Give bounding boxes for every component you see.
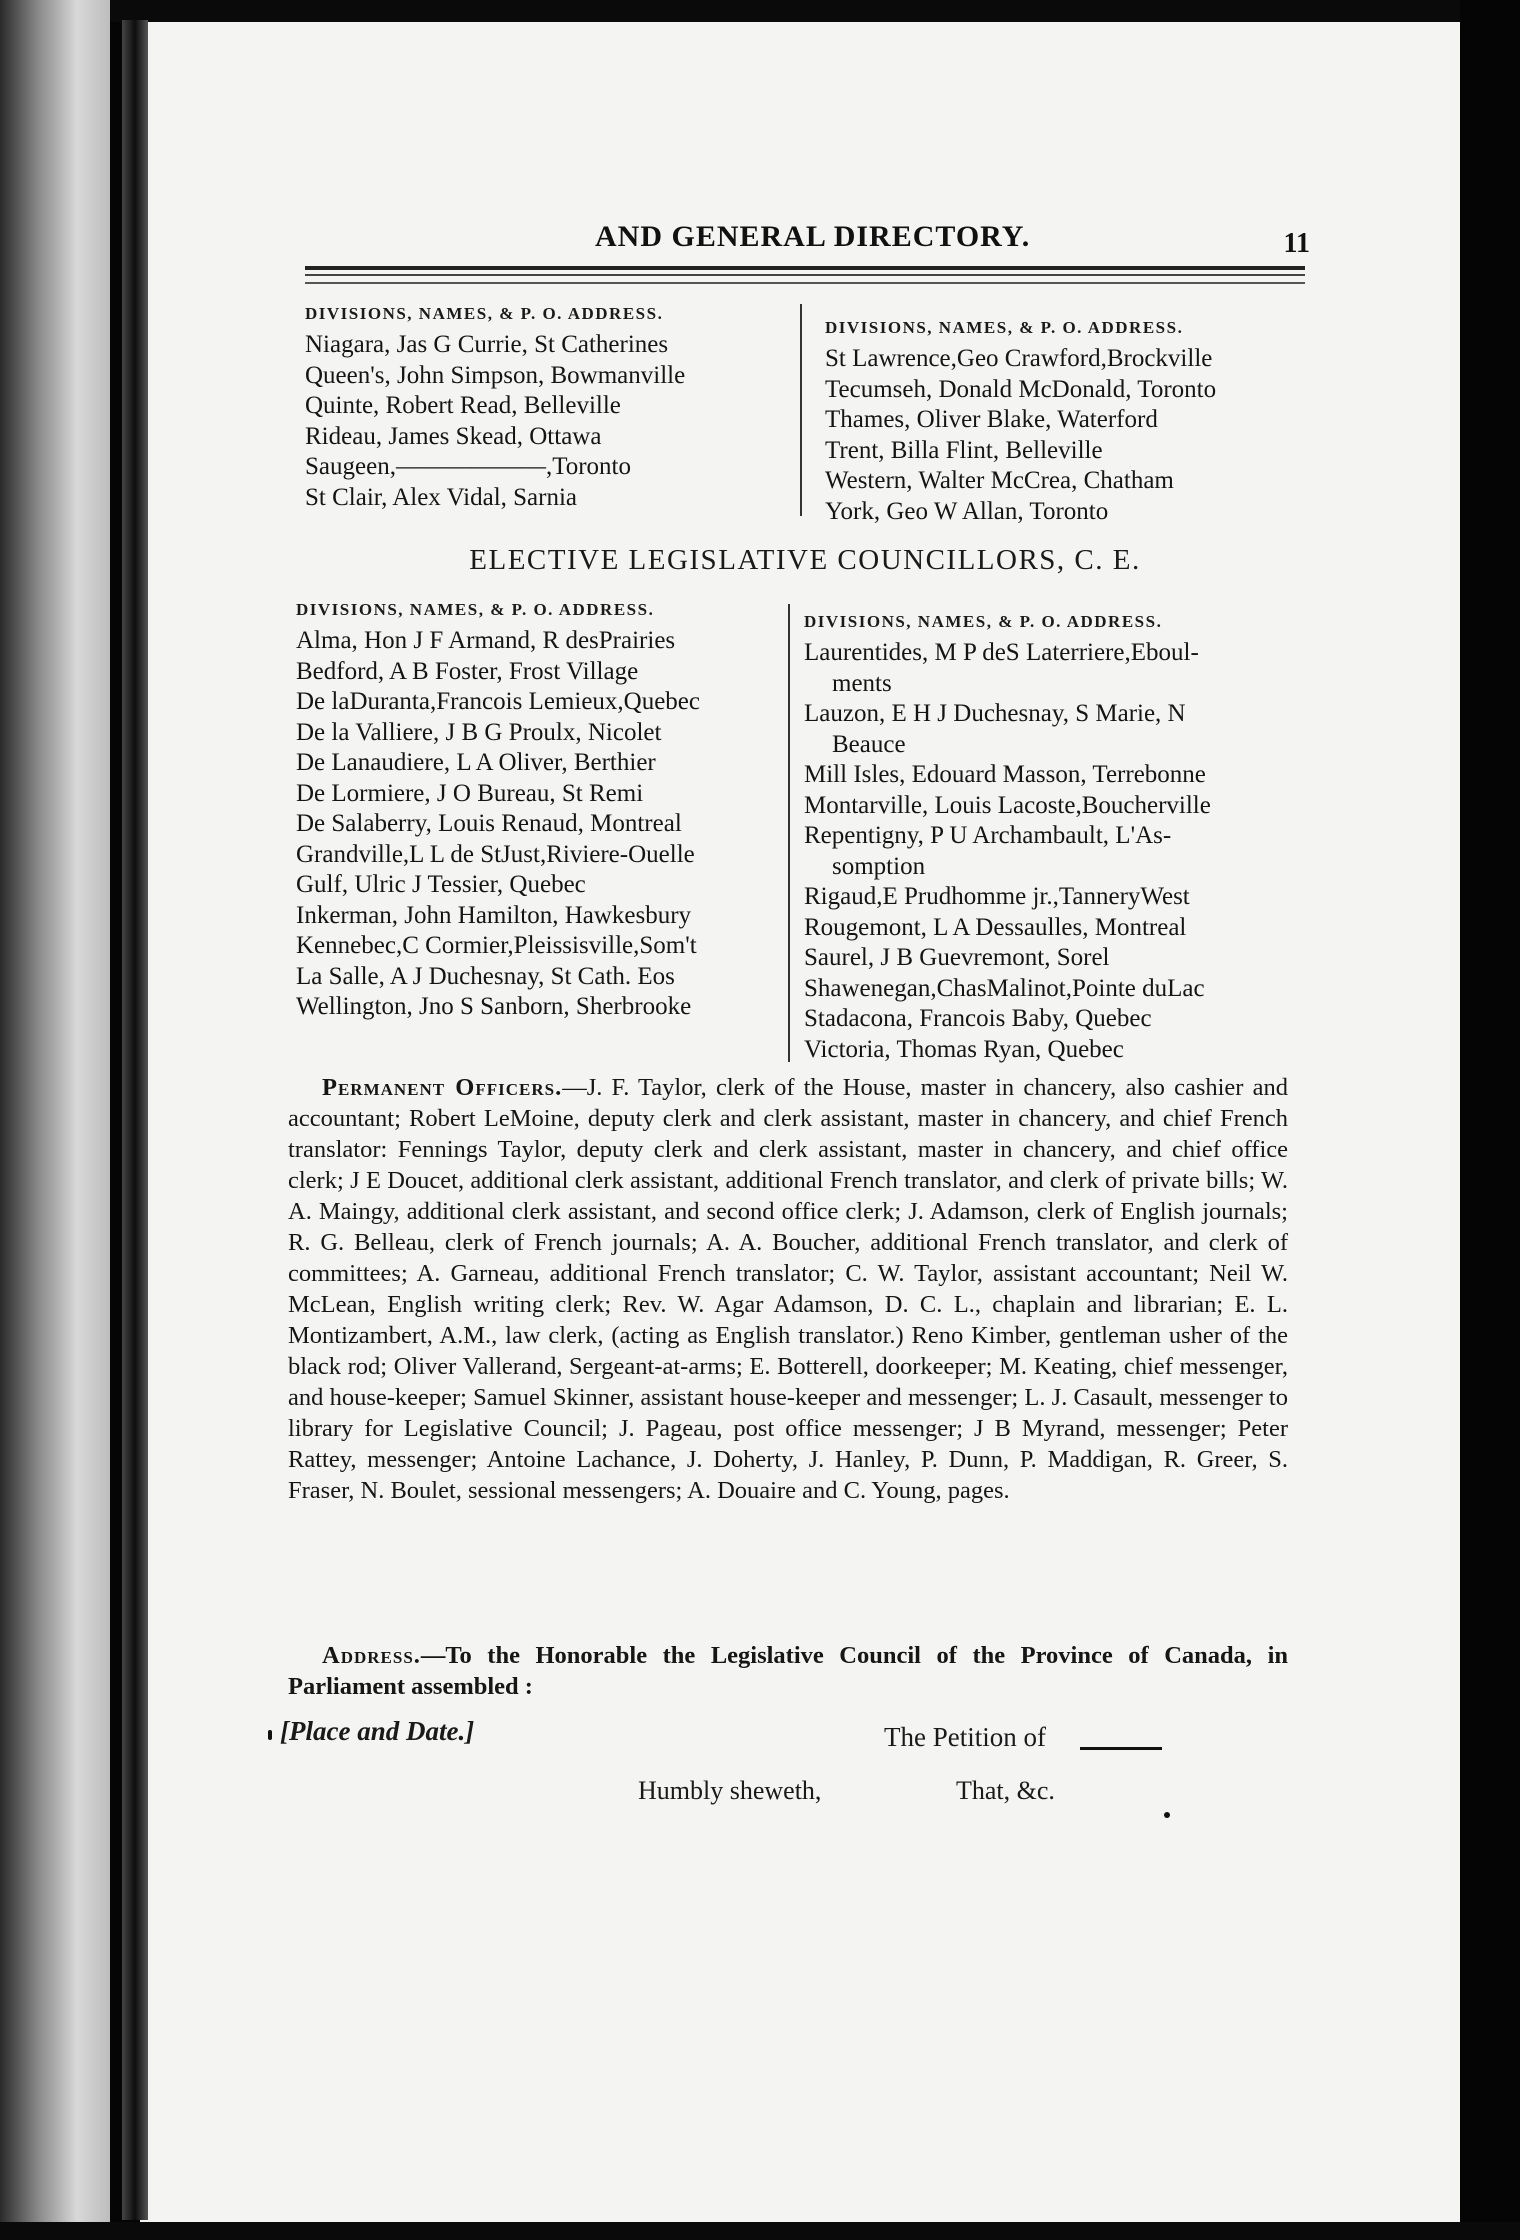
blank-line	[1080, 1747, 1162, 1750]
directory-entry: Victoria, Thomas Ryan, Quebec	[804, 1035, 1124, 1063]
directory-entry: De Lormiere, J O Bureau, St Remi	[296, 779, 644, 807]
paragraph-lead: Permanent Officers.	[322, 1074, 563, 1101]
directory-entry: Bedford, A B Foster, Frost Village	[296, 657, 639, 685]
directory-entry: Saugeen,——————,Toronto	[305, 453, 631, 480]
header-rule	[305, 274, 1305, 276]
petition-of: The Petition of	[884, 1722, 1046, 1752]
running-header	[300, 200, 1310, 260]
directory-entry: De Salaberry, Louis Renaud, Montreal	[296, 810, 682, 837]
header-rule	[305, 282, 1305, 284]
directory-entry: Repentigny, P U Archambault, L'As-	[804, 822, 1172, 849]
directory-entry: La Salle, A J Duchesnay, St Cath. Eos	[296, 962, 675, 990]
directory-entry: Saurel, J B Guevremont, Sorel	[804, 944, 1110, 971]
place-and-date: [Place and Date.]	[280, 1716, 475, 1746]
directory-entry: De laDuranta,Francois Lemieux,Quebec	[296, 688, 701, 715]
directory-entry: Rideau, James Skead, Ottawa	[305, 422, 602, 450]
directory-entry: Mill Isles, Edouard Masson, Terrebonne	[804, 761, 1206, 788]
directory-entry: St Clair, Alex Vidal, Sarnia	[305, 483, 578, 511]
directory-entry-continuation: somption	[832, 852, 926, 880]
directory-entry: Niagara, Jas G Currie, St Catherines	[305, 331, 669, 358]
directory-entry: Shawenegan,ChasMalinot,Pointe duLac	[804, 974, 1205, 1002]
paragraph-lead: Address.	[322, 1642, 421, 1669]
upper-left-column	[305, 304, 685, 513]
column-divider	[800, 304, 802, 516]
column-heading: DIVISIONS, NAMES, & P. O. ADDRESS.	[305, 304, 664, 323]
lower-right-column	[804, 612, 1304, 1065]
directory-entry: Alma, Hon J F Armand, R desPrairies	[296, 627, 676, 654]
directory-entry: De Lanaudiere, L A Oliver, Berthier	[296, 749, 656, 776]
permanent-officers-paragraph	[288, 1072, 1288, 1506]
directory-entry: Lauzon, E H J Duchesnay, S Marie, N	[804, 700, 1186, 727]
section-title: ELECTIVE LEGISLATIVE COUNCILLORS, C. E.	[469, 544, 1141, 576]
directory-entry: Laurentides, M P deS Laterriere,Eboul-	[804, 639, 1199, 666]
directory-entry: Kennebec,C Cormier,Pleissisville,Som't	[296, 932, 697, 959]
column-divider	[788, 604, 790, 1062]
directory-entry-continuation: ments	[832, 669, 892, 697]
directory-entry: St Lawrence,Geo Crawford,Brockville	[825, 345, 1213, 372]
directory-entry: York, Geo W Allan, Toronto	[825, 497, 1109, 525]
book-gutter	[122, 20, 148, 2220]
previous-page-edge	[0, 0, 110, 2240]
directory-entry: Grandville,L L de StJust,Riviere-Ouelle	[296, 840, 695, 868]
header-rule	[305, 266, 1305, 270]
running-title: AND GENERAL DIRECTORY.	[595, 220, 1031, 253]
lower-left-column	[296, 600, 700, 1023]
directory-entry: Thames, Oliver Blake, Waterford	[825, 406, 1158, 433]
humbly-sheweth: Humbly sheweth,	[638, 1776, 822, 1805]
scan-right-edge	[1460, 0, 1520, 2240]
ink-speck	[1164, 1812, 1170, 1818]
directory-entry: Gulf, Ulric J Tessier, Quebec	[296, 871, 586, 898]
directory-entry: Montarville, Louis Lacoste,Boucherville	[804, 791, 1211, 819]
column-heading: DIVISIONS, NAMES, & P. O. ADDRESS.	[296, 600, 655, 619]
ink-speck	[268, 1730, 272, 1740]
address-paragraph	[288, 1640, 1288, 1702]
column-heading: DIVISIONS, NAMES, & P. O. ADDRESS.	[825, 318, 1184, 337]
upper-right-column	[825, 318, 1216, 527]
directory-entry: Tecumseh, Donald McDonald, Toronto	[825, 375, 1217, 403]
column-heading: DIVISIONS, NAMES, & P. O. ADDRESS.	[804, 612, 1163, 631]
scan-bottom-edge	[0, 2222, 1520, 2240]
directory-entry-continuation: Beauce	[832, 730, 906, 758]
directory-entry: De la Valliere, J B G Proulx, Nicolet	[296, 718, 662, 746]
directory-entry: Inkerman, John Hamilton, Hawkesbury	[296, 901, 692, 929]
directory-entry: Stadacona, Francois Baby, Quebec	[804, 1005, 1152, 1032]
paragraph-text: —To the Honorable the Legislative Council of the Province of Canada, in Parliament assembled :	[288, 1642, 1288, 1700]
directory-entry: Trent, Billa Flint, Belleville	[825, 436, 1103, 464]
directory-entry: Rigaud,E Prudhomme jr.,TanneryWest	[804, 883, 1190, 910]
page-number: 11	[1283, 228, 1310, 259]
directory-entry: Wellington, Jno S Sanborn, Sherbrooke	[296, 993, 692, 1020]
directory-entry: Quinte, Robert Read, Belleville	[305, 392, 621, 419]
scan-top-edge	[0, 0, 1520, 22]
paragraph-text: —J. F. Taylor, clerk of the House, master in chancery, also cashier and accountant; Robert LeMoine, deputy clerk and clerk assistant, master in chancery, and chief French translator: Fennings Taylor, deputy clerk and clerk assistant, master in chancery, and chief office clerk; J E Doucet, additional clerk assistant, additional French translator, and clerk of private bills; W. A. Maingy, additional clerk assistant, and second office clerk; J. Adamson, clerk of English journals; R. G. Belleau, clerk of French journals; A. A. Boucher, additional French translator, and clerk of committees; A. Garneau, additional French translator; C. W. Taylor, assistant accountant; Neil W. McLean, English writing clerk; Rev. W. Agar Adamson, D. C. L., chaplain and librarian; E. L. Montizambert, A.M., law clerk, (acting as English translator.) Reno Kimber, gentleman usher of the black rod; Oliver Vallerand, Sergeant-at-arms; E. Botterell, doorkeeper; M. Keating, chief messenger, and house-keeper; Samuel Skinner, assistant house-keeper and messenger; L. J. Casault, messenger to library for Legislative Council; J. Pageau, post office messenger; J B Myrand, messenger; Peter Rattey, messenger; Antoine Lachance, J. Doherty, J. Hanley, P. Dunn, P. Maddigan, R. Greer, S. Fraser, N. Boulet, sessional messengers; A. Douaire and C. Young, pages.	[288, 1074, 1288, 1504]
directory-entry: Western, Walter McCrea, Chatham	[825, 467, 1174, 494]
directory-entry: Queen's, John Simpson, Bowmanville	[305, 361, 686, 389]
directory-entry: Rougemont, L A Dessaulles, Montreal	[804, 913, 1187, 941]
that-etc: That, &c.	[956, 1776, 1055, 1805]
